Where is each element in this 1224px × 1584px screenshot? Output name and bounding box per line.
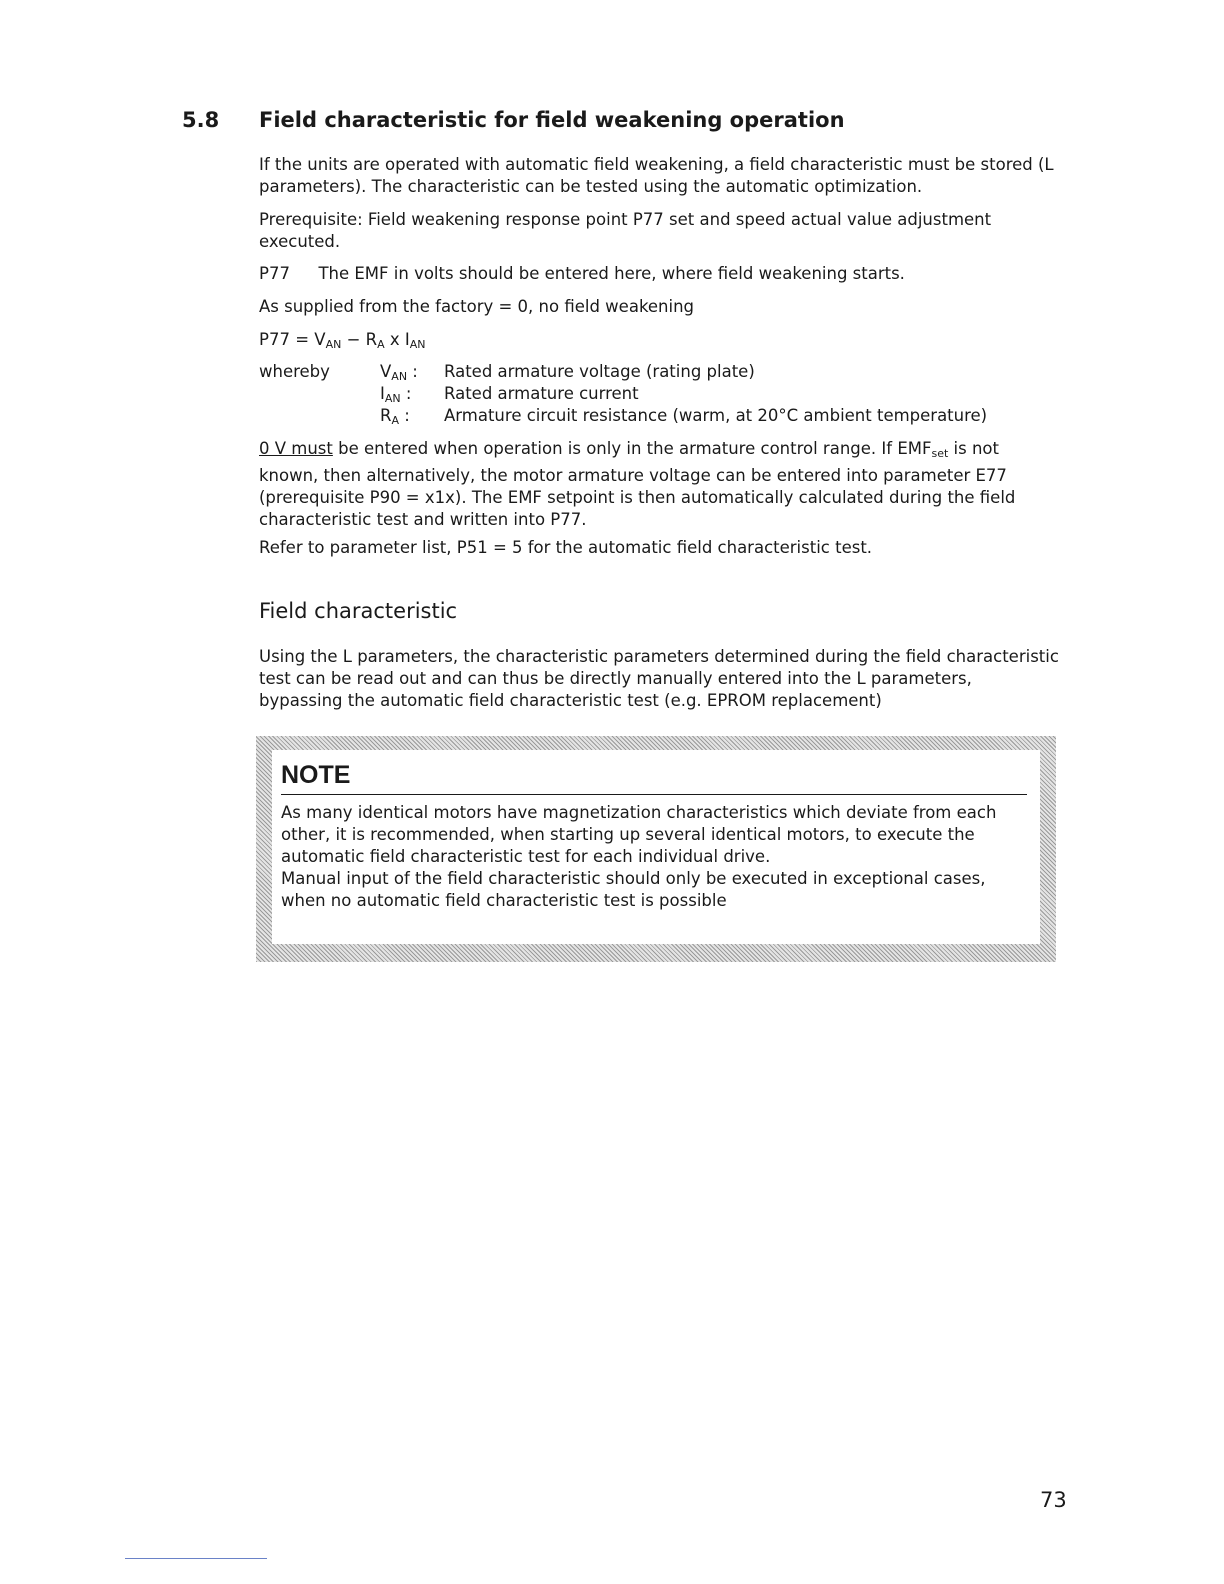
formula-times: x I xyxy=(384,330,410,349)
definition-text: Rated armature current xyxy=(444,384,639,403)
page-number: 73 xyxy=(1040,1488,1067,1512)
section-title: Field characteristic for field weakening operation xyxy=(259,108,845,132)
field-characteristic-heading: Field characteristic xyxy=(259,599,458,623)
definitions-label: whereby xyxy=(259,362,330,381)
formula-sub-ra: A xyxy=(377,338,385,351)
intro-paragraph: If the units are operated with automatic field weakening, a field characteristic must be stored (L parameters). The characteristic can be tested using the automatic optimization. xyxy=(259,155,1054,196)
note-title: NOTE xyxy=(281,761,351,789)
prerequisite-paragraph: Prerequisite: Field weakening response point P77 set and speed actual value adjustment executed. xyxy=(259,210,992,251)
note-box xyxy=(256,736,1056,962)
formula-minus: − R xyxy=(341,330,378,349)
formula-lhs: P77 = V xyxy=(259,330,326,349)
p77-formula xyxy=(259,329,1059,356)
definition-symbol: $I_{AN}$ : xyxy=(380,384,412,405)
zero-volt-emphasis: 0 V must xyxy=(259,439,333,458)
definition-symbol: $V_{AN}$ : xyxy=(380,362,418,383)
note-line-1: As many identical motors have magnetization characteristics which deviate from each other, it is recommended, when starting up several identical motors, to execute the automatic field characteristic test for each individual drive. xyxy=(281,803,997,866)
footer-divider xyxy=(125,1558,267,1559)
definition-symbol: $R_A$ : xyxy=(380,406,410,427)
note-line-2: Manual input of the field characteristic should only be executed in exceptional cases, when no automatic field characteristic test is possible xyxy=(281,869,986,910)
l-parameters-paragraph: Using the L parameters, the characteristic parameters determined during the field characteristic test can be read out and can thus be directly manually entered into the L parameters, bypassing the automatic field characteristic test (e.g. EPROM replacement) xyxy=(259,647,1059,710)
definition-text: Armature circuit resistance (warm, at 20°C ambient temperature) xyxy=(444,406,988,425)
zero-volt-paragraph: 0 V must be entered when operation is only in the armature control range. If $EMF_{set}$ is not known, then alternatively, the motor armature voltage can be entered into parameter E77 (prerequisite P90 = x1x). The EMF setpoint is then automatically calculated during the field characteristic test and written into P77. xyxy=(259,439,1016,529)
p77-text: The EMF in volts should be entered here, where field weakening starts. xyxy=(318,264,905,283)
note-body xyxy=(281,802,1021,912)
p77-description xyxy=(259,263,1059,285)
refer-paragraph: Refer to parameter list, P51 = 5 for the automatic field characteristic test. xyxy=(259,538,873,557)
section-number: 5.8 xyxy=(182,108,220,132)
p77-label: P77 xyxy=(259,264,290,283)
note-content xyxy=(272,750,1040,944)
factory-default-paragraph: As supplied from the factory = 0, no field weakening xyxy=(259,297,695,316)
definition-text: Rated armature voltage (rating plate) xyxy=(444,362,755,381)
note-divider xyxy=(281,794,1027,795)
formula-sub-van: AN xyxy=(325,338,342,351)
formula-sub-ian: AN xyxy=(409,338,426,351)
